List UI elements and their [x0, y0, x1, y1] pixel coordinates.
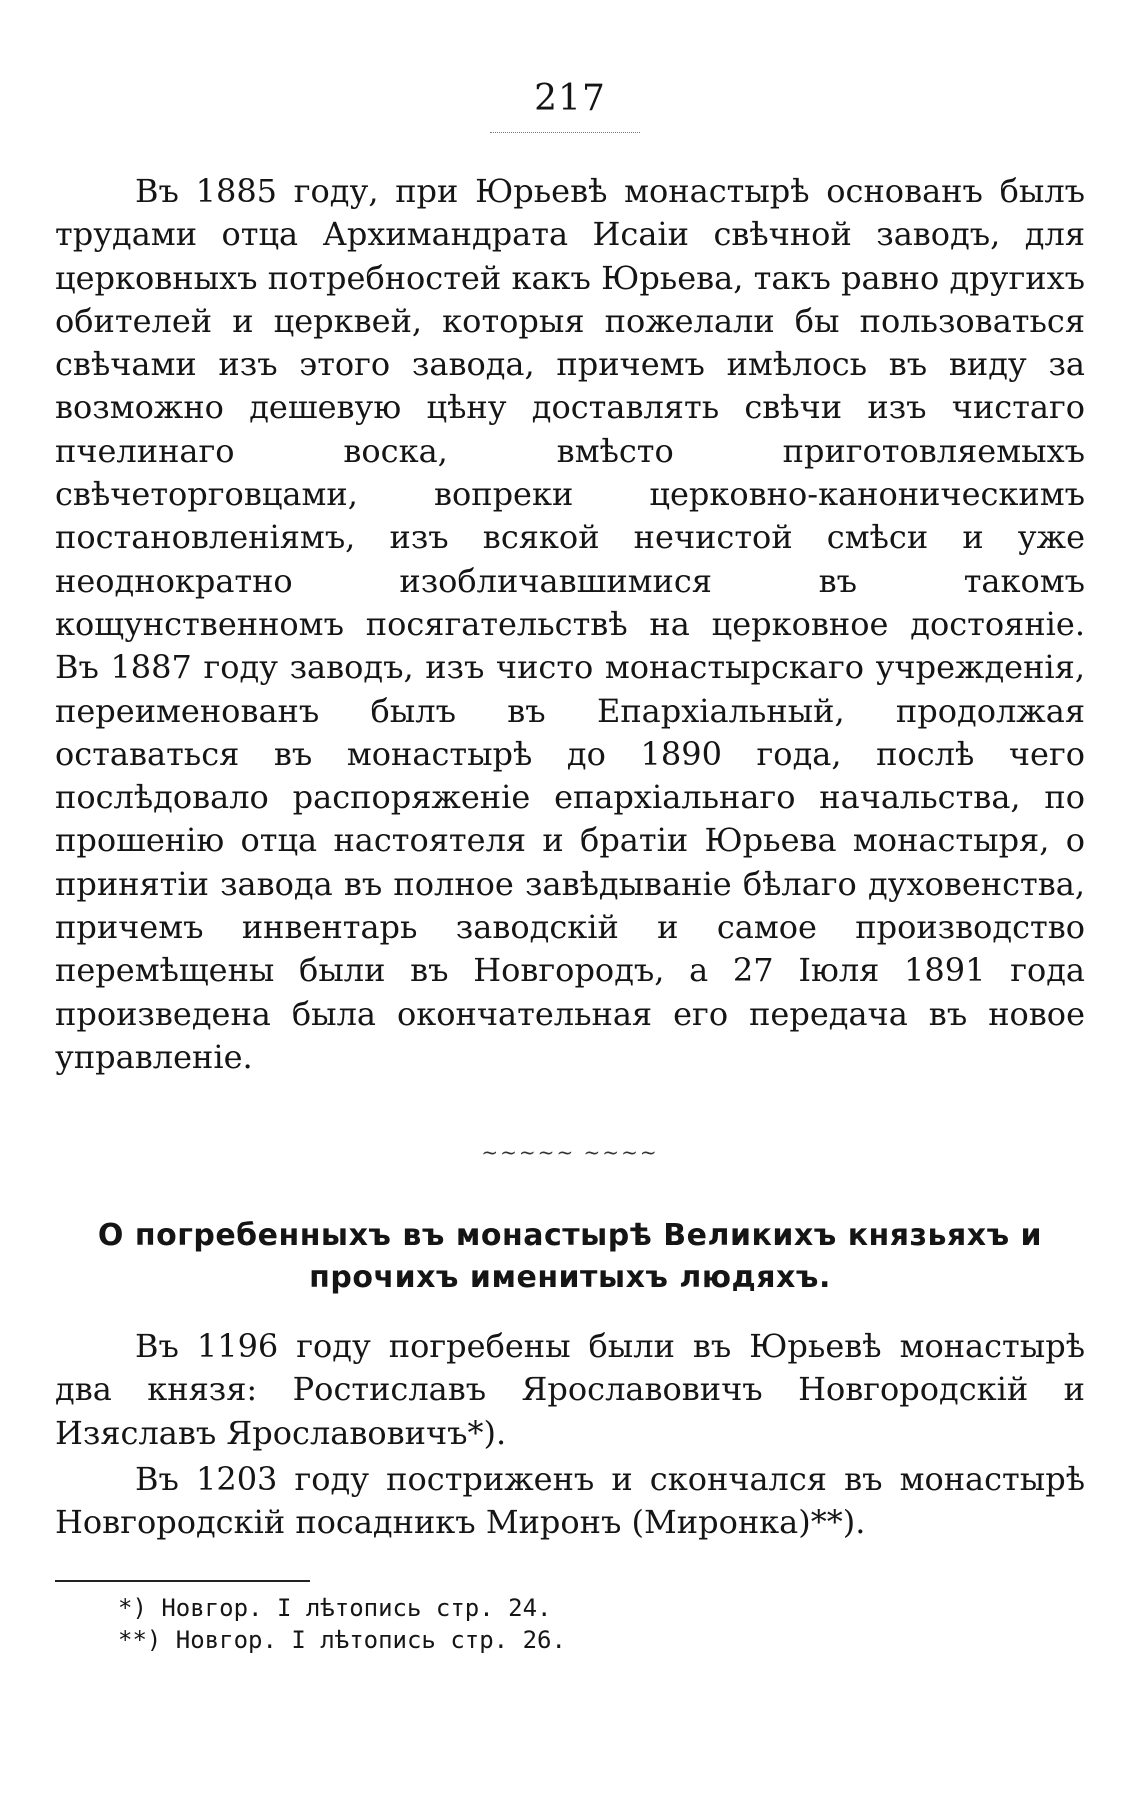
footnote-rule: [55, 1580, 310, 1582]
paragraph-1203-miron: Въ 1203 году постриженъ и скончался въ монастырѣ Новгородскій посадникъ Миронъ (Миронка)**).: [55, 1460, 1085, 1542]
section-heading: О погребенныхъ въ монастырѣ Великихъ князьяхъ и прочихъ именитыхъ людяхъ.: [97, 1218, 1043, 1295]
page-number: 217: [534, 78, 606, 119]
paragraph-candle-factory: Въ 1885 году, при Юрьевѣ монастырѣ основанъ былъ трудами отца Архимандрата Исаіи свѣчной заводъ, для церковныхъ потребностей какъ Юрьева, такъ равно другихъ обителей и церквей, которыя пожелали бы пользоваться свѣчами изъ этого завода, причемъ имѣлось въ виду за возможно дешевую цѣну доставлять свѣчи изъ чистаго пчелинаго воска, вмѣсто приготовляемыхъ свѣчеторговцами, вопреки церковно-каноническимъ постановленіямъ, изъ всякой нечистой смѣси и уже неоднократно изобличавшимися въ такомъ кощунственномъ посягательствѣ на церковное достояніе. Въ 1887 году заводъ, изъ чисто монастырскаго учрежденія, переименованъ былъ въ Епархіальный, продолжая оставаться въ монастырѣ до 1890 года, послѣ чего послѣдовало распоряженіе епархіальнаго начальства, по прошенію отца настоятеля и братіи Юрьева монастыря, о принятіи завода въ полное завѣдываніе бѣлаго духовенства, причемъ инвентарь заводскій и самое производство перемѣщены были въ Новгородъ, а 27 Іюля 1891 года произведена была окончательная его передача въ новое управленіе.: [55, 172, 1085, 1076]
paragraph-1196-burial: Въ 1196 году погребены были въ Юрьевѣ монастырѣ два князя: Ростиславъ Ярославовичъ Новгородскій и Изяславъ Ярославовичъ*).: [55, 1327, 1085, 1452]
footnote-2: **) Новгор. I лѣтопись стр. 26.: [118, 1626, 566, 1654]
page-number-rule: [490, 132, 640, 133]
footnote-1: *) Новгор. I лѣтопись стр. 24.: [118, 1594, 552, 1622]
footnotes: [118, 1592, 918, 1656]
section-ornament: ~~~~~ ~~~~: [481, 1140, 659, 1164]
